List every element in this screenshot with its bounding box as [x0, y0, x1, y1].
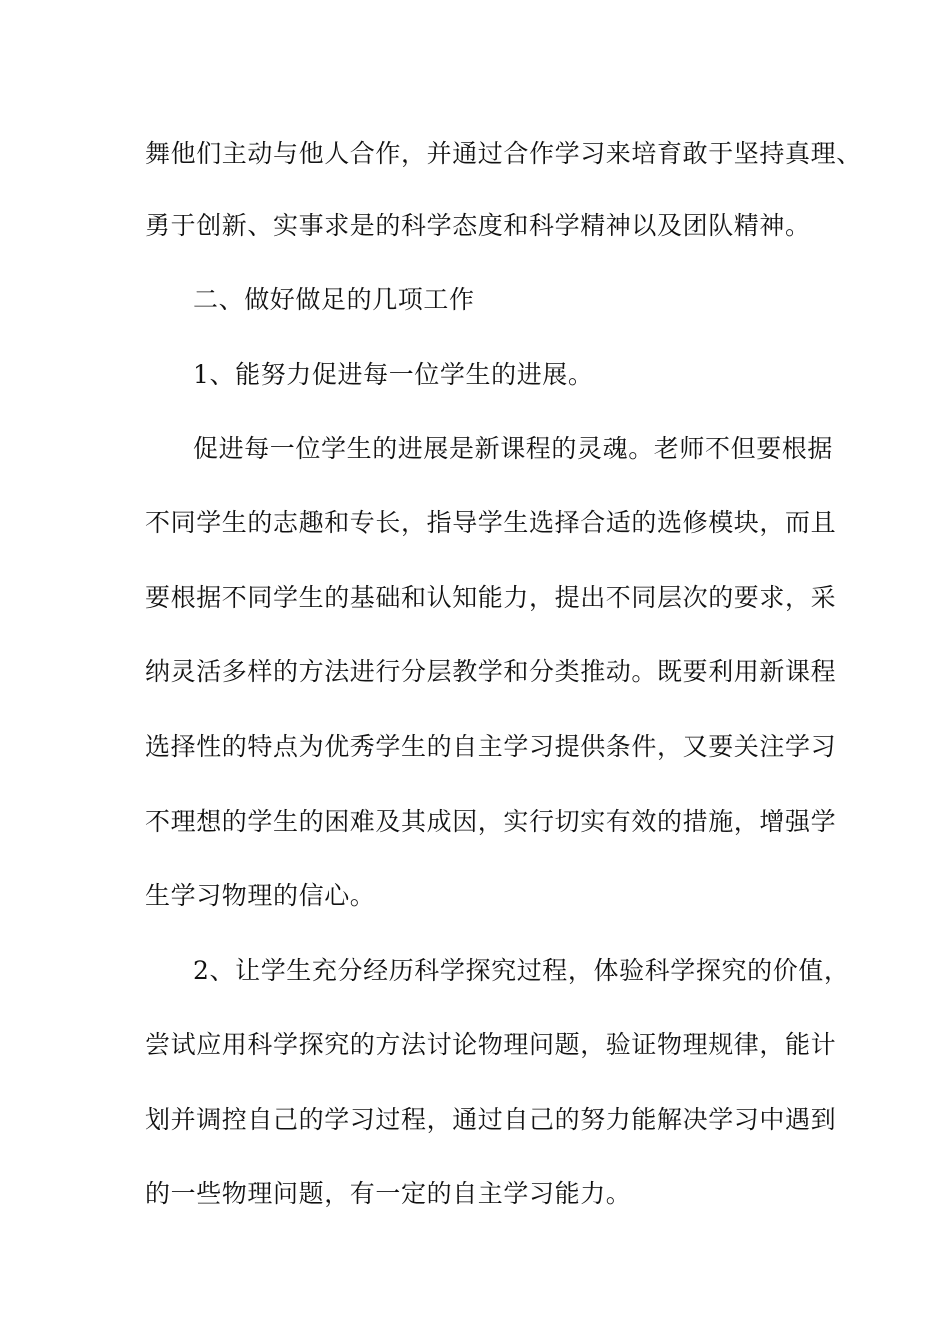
text-line: 的一些物理问题，有一定的自主学习能力。	[145, 1179, 632, 1208]
text-line: 尝试应用科学探究的方法讨论物理问题，验证物理规律，能计	[145, 1030, 837, 1059]
text-line: 不理想的学生的困难及其成因，实行切实有效的措施，增强学	[145, 807, 837, 836]
text-line: 舞他们主动与他人合作，并通过合作学习来培育敢于坚持真理、	[145, 139, 862, 168]
section-heading: 二、做好做足的几项工作	[193, 285, 475, 314]
text-line: 勇于创新、实事求是的科学态度和科学精神以及团队精神。	[145, 211, 811, 240]
text-line: 要根据不同学生的基础和认知能力，提出不同层次的要求，采	[145, 583, 837, 612]
text-line: 2、让学生充分经历科学探究过程，体验科学探究的价值，	[193, 956, 850, 985]
text-line: 划并调控自己的学习过程，通过自己的努力能解决学习中遇到	[145, 1105, 837, 1134]
text-line: 选择性的特点为优秀学生的自主学习提供条件，又要关注学习	[145, 732, 837, 761]
text-line: 促进每一位学生的进展是新课程的灵魂。老师不但要根据	[193, 434, 834, 463]
text-line: 纳灵活多样的方法进行分层教学和分类推动。既要利用新课程	[145, 657, 837, 686]
text-line: 不同学生的志趣和专长，指导学生选择合适的选修模块，而且	[145, 508, 837, 537]
subsection-heading: 1、能努力促进每一位学生的进展。	[193, 360, 594, 389]
text-line: 生学习物理的信心。	[145, 881, 376, 910]
